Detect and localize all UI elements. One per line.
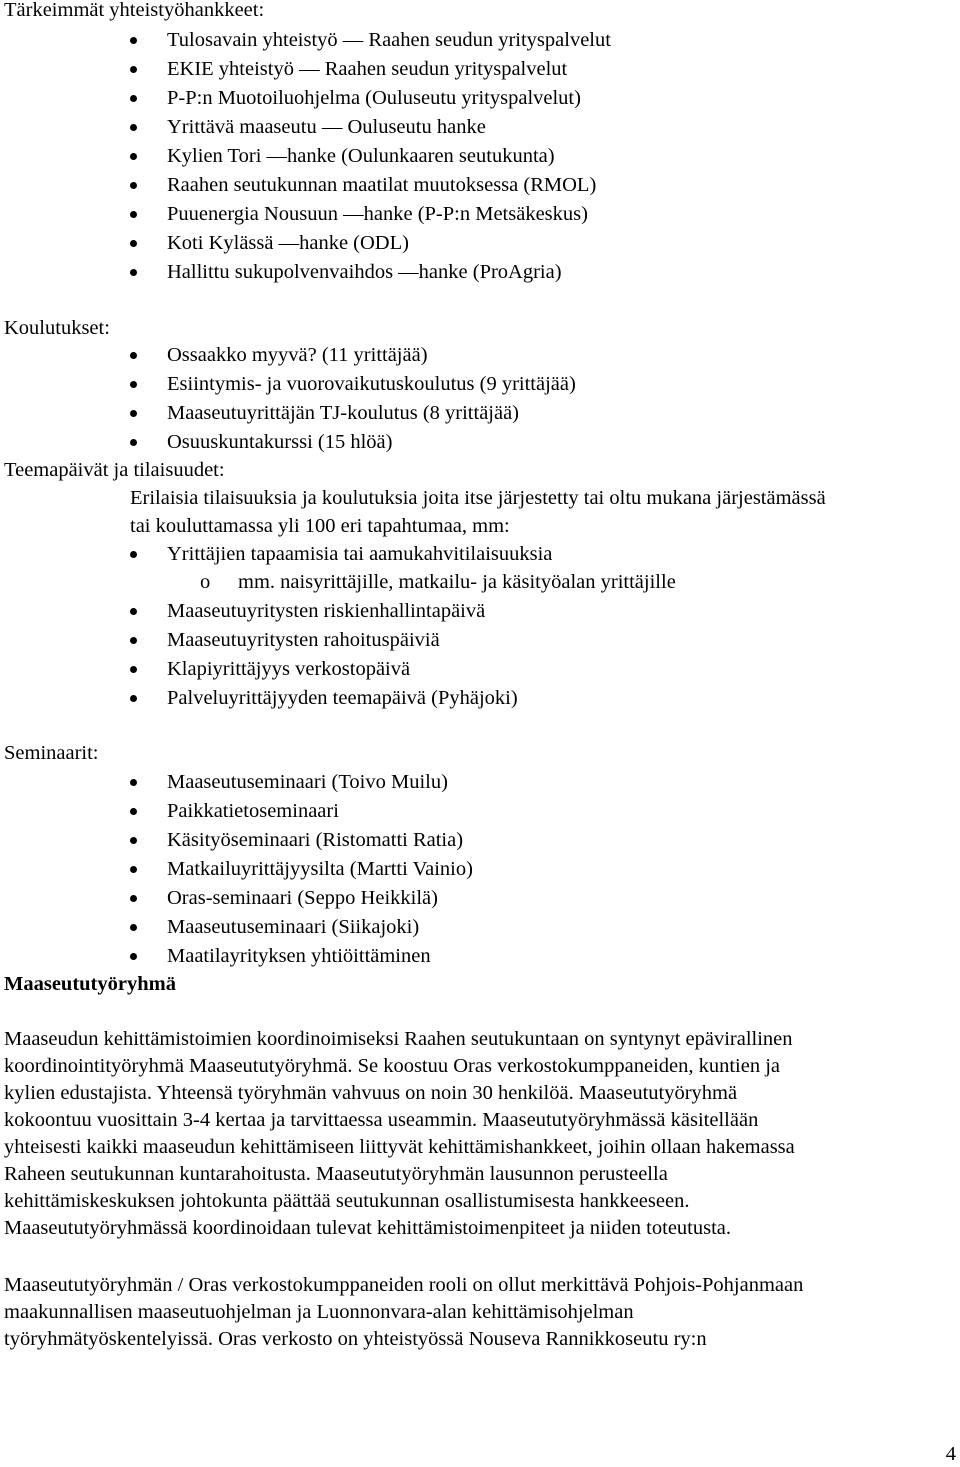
paragraph-line: Maaseututyöryhmässä koordinoidaan tulevat kehittämistoimenpiteet ja niiden toteutusta.: [4, 1217, 732, 1239]
bullet-icon: [130, 666, 137, 673]
paragraph-line: kokoontuu vuosittain 3-4 kertaa ja tarvittaessa useammin. Maaseututyöryhmässä käsitellään: [4, 1109, 759, 1131]
sub-bullet-marker: o: [200, 571, 211, 593]
bullet-icon: [130, 95, 137, 102]
bullet-icon: [130, 240, 137, 247]
seminars-heading: Seminaarit:: [4, 742, 99, 764]
bullet-icon: [130, 551, 137, 558]
bullet-icon: [130, 66, 137, 73]
list-item-text: Tulosavain yhteistyö — Raahen seudun yrityspalvelut: [167, 29, 611, 51]
list-item-text: Matkailuyrittäjyysilta (Martti Vainio): [167, 858, 473, 880]
bullet-icon: [130, 182, 137, 189]
theme-days-intro-line: tai kouluttamassa yli 100 eri tapahtumaa, mm:: [130, 515, 510, 537]
list-item-text: P-P:n Muotoiluohjelma (Ouluseutu yrityspalvelut): [167, 87, 581, 109]
bullet-icon: [130, 953, 137, 960]
list-item-text: EKIE yhteistyö — Raahen seudun yrityspalvelut: [167, 58, 568, 80]
bullet-icon: [130, 153, 137, 160]
paragraph-line: koordinointityöryhmä Maaseututyöryhmä. Se koostuu Oras verkostokumppaneiden, kuntien ja: [4, 1055, 781, 1077]
bullet-icon: [130, 837, 137, 844]
paragraph-line: yhteisesti kaikki maaseudun kehittämiseen liittyvät kehittämishankkeet, joihin ollaan hakemassa: [4, 1136, 795, 1158]
list-item-text: Maatilayrityksen yhtiöittäminen: [167, 945, 431, 967]
bullet-icon: [130, 410, 137, 417]
paragraph-line: Maaseudun kehittämistoimien koordinoimiseksi Raahen seutukuntaan on syntynyt epävirallinen: [4, 1028, 793, 1050]
collab-heading: Tärkeimmät yhteistyöhankkeet:: [4, 0, 265, 21]
list-item-text: Esiintymis- ja vuorovaikutuskoulutus (9 yrittäjää): [167, 373, 576, 395]
paragraph-line: työryhmätyöskentelyissä. Oras verkosto on yhteistyössä Nouseva Rannikkoseutu ry:n: [4, 1328, 707, 1350]
bullet-icon: [130, 866, 137, 873]
list-item-text: Palveluyrittäjyyden teemapäivä (Pyhäjoki): [167, 687, 518, 709]
list-item-text: Maaseutuseminaari (Siikajoki): [167, 916, 420, 938]
bullet-icon: [130, 808, 137, 815]
bullet-icon: [130, 695, 137, 702]
bullet-icon: [130, 637, 137, 644]
list-item-text: Puuenergia Nousuun —hanke (P-P:n Metsäkeskus): [167, 203, 588, 225]
list-item-text: Ossaakko myyvä? (11 yrittäjää): [167, 344, 428, 366]
theme-days-heading: Teemapäivät ja tilaisuudet:: [4, 459, 225, 481]
bullet-icon: [130, 608, 137, 615]
bullet-icon: [130, 124, 137, 131]
page-number: 4: [945, 1443, 956, 1465]
paragraph-line: maakunnallisen maaseutuohjelman ja Luonnonvara-alan kehittämisohjelman: [4, 1301, 634, 1323]
paragraph-line: Raheen seutukunnan kuntarahoitusta. Maaseututyöryhmän lausunnon perusteella: [4, 1163, 668, 1185]
list-item-text: Maaseutuseminaari (Toivo Muilu): [167, 771, 448, 793]
theme-days-intro-line: Erilaisia tilaisuuksia ja koulutuksia joita itse järjestetty tai oltu mukana järjestämässä: [130, 487, 826, 509]
list-item-text: Maaseutuyrittäjän TJ-koulutus (8 yrittäjää): [167, 402, 520, 424]
bullet-icon: [130, 895, 137, 902]
list-item-text: Oras-seminaari (Seppo Heikkilä): [167, 887, 438, 909]
paragraph-line: Maaseututyöryhmän / Oras verkostokumppaneiden rooli on ollut merkittävä Pohjois-Pohjanmaan: [4, 1274, 804, 1296]
bullet-icon: [130, 211, 137, 218]
list-item-text: Maaseutuyritysten riskienhallintapäivä: [167, 600, 486, 622]
training-heading: Koulutukset:: [4, 317, 110, 339]
bullet-icon: [130, 381, 137, 388]
bullet-icon: [130, 924, 137, 931]
list-item-text: Paikkatietoseminaari: [167, 800, 339, 822]
bullet-icon: [130, 352, 137, 359]
list-item-text: Koti Kylässä —hanke (ODL): [167, 232, 409, 254]
paragraph-line: kylien edustajista. Yhteensä työryhmän vahvuus on noin 30 henkilöä. Maaseututyöryhmä: [4, 1082, 738, 1104]
list-item-text: Yrittävä maaseutu — Ouluseutu hanke: [167, 116, 486, 138]
working-group-heading: Maaseututyöryhmä: [4, 973, 176, 995]
list-item-text: Hallittu sukupolvenvaihdos —hanke (ProAgria): [167, 261, 562, 283]
list-item-text: Raahen seutukunnan maatilat muutoksessa (RMOL): [167, 174, 597, 196]
list-item-text: Kylien Tori —hanke (Oulunkaaren seutukunta): [167, 145, 555, 167]
list-item-text: Yrittäjien tapaamisia tai aamukahvitilaisuuksia: [167, 543, 553, 565]
list-item-text: Maaseutuyritysten rahoituspäiviä: [167, 629, 440, 651]
bullet-icon: [130, 37, 137, 44]
bullet-icon: [130, 439, 137, 446]
sub-list-item-text: mm. naisyrittäjille, matkailu- ja käsityöalan yrittäjille: [238, 571, 676, 593]
paragraph-line: kehittämiskeskuksen johtokunta päättää seutukunnan osallistumisesta hankkeeseen.: [4, 1190, 690, 1212]
list-item-text: Osuuskuntakurssi (15 hlöä): [167, 431, 393, 453]
list-item-text: Käsityöseminaari (Ristomatti Ratia): [167, 829, 464, 851]
bullet-icon: [130, 779, 137, 786]
bullet-icon: [130, 269, 137, 276]
list-item-text: Klapiyrittäjyys verkostopäivä: [167, 658, 411, 680]
